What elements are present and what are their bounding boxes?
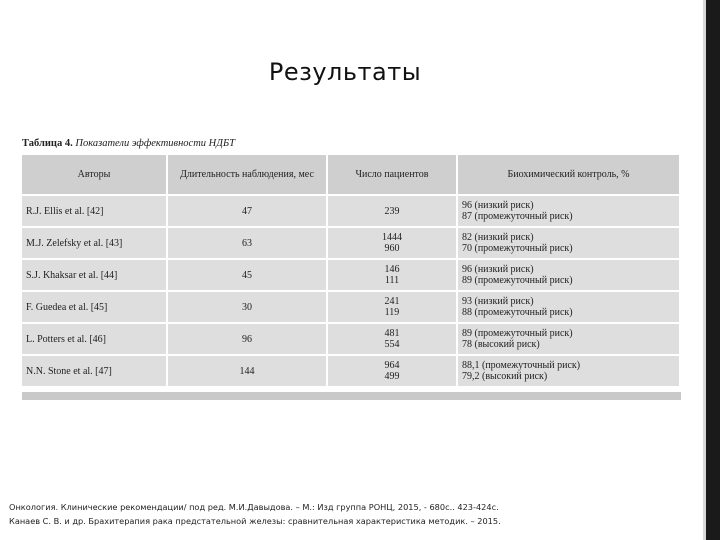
patients-value: 499: [384, 371, 400, 382]
cell-biochemical-control: [458, 356, 679, 386]
table-bottom-bar: [22, 392, 681, 400]
references: [9, 500, 501, 528]
control-value: 88,1 (промежуточный риск): [462, 360, 581, 371]
control-value: 88 (промежуточный риск): [462, 307, 573, 318]
header-authors: Авторы: [22, 155, 166, 194]
control-value: 87 (промежуточный риск): [462, 211, 573, 222]
table-row: [22, 356, 679, 386]
cell-author: S.J. Khaksar et al. [44]: [22, 260, 166, 290]
cell-duration: 47: [168, 196, 326, 226]
table-body: [22, 196, 679, 386]
cell-patients: [328, 260, 456, 290]
cell-patients: [328, 196, 456, 226]
patients-value: 111: [384, 275, 400, 286]
patients-value: 1444: [382, 232, 402, 243]
cell-patients: [328, 356, 456, 386]
cell-biochemical-control: [458, 292, 679, 322]
reference-item: Онкология. Клинические рекомендации/ под ред. М.И.Давыдова. – М.: Изд группа РОНЦ, 2015, - 680с.. 423-424с.: [9, 502, 499, 512]
control-value: 78 (высокий риск): [462, 339, 540, 350]
table-row: [22, 228, 679, 258]
patients-value: 554: [384, 339, 400, 350]
control-value: 93 (низкий риск): [462, 296, 534, 307]
header-biochemical-control: Биохимический контроль, %: [458, 155, 679, 194]
patients-value: 481: [384, 328, 400, 339]
table-row: [22, 292, 679, 322]
table-header-row: [22, 155, 679, 194]
cell-biochemical-control: [458, 228, 679, 258]
table-caption-prefix: Таблица 4.: [22, 138, 73, 149]
results-table: [20, 153, 681, 388]
header-patients: Число пациентов: [328, 155, 456, 194]
header-duration: Длительность наблюдения, мес: [168, 155, 326, 194]
cell-duration: 45: [168, 260, 326, 290]
patients-value: 146: [384, 264, 400, 275]
cell-author: L. Potters et al. [46]: [22, 324, 166, 354]
control-value: 89 (промежуточный риск): [462, 328, 573, 339]
reference-item: Канаев С. В. и др. Брахитерапия рака предстательной железы: сравнительная характеристика методик. – 2015.: [9, 516, 501, 526]
table-row: [22, 324, 679, 354]
control-value: 96 (низкий риск): [462, 264, 534, 275]
table-caption: [22, 137, 681, 153]
patients-value: 241: [384, 296, 400, 307]
cell-duration: 144: [168, 356, 326, 386]
cell-duration: 30: [168, 292, 326, 322]
cell-biochemical-control: [458, 324, 679, 354]
patients-value: 960: [384, 243, 400, 254]
results-table-container: [22, 137, 681, 401]
cell-duration: 96: [168, 324, 326, 354]
cell-patients: [328, 292, 456, 322]
cell-author: M.J. Zelefsky et al. [43]: [22, 228, 166, 258]
control-value: 89 (промежуточный риск): [462, 275, 573, 286]
cell-patients: [328, 228, 456, 258]
control-value: 96 (низкий риск): [462, 200, 534, 211]
slide-edge: [706, 0, 720, 540]
table-row: [22, 196, 679, 226]
cell-author: F. Guedea et al. [45]: [22, 292, 166, 322]
cell-patients: [328, 324, 456, 354]
cell-biochemical-control: [458, 196, 679, 226]
control-value: 70 (промежуточный риск): [462, 243, 573, 254]
patients-value: 119: [384, 307, 400, 318]
cell-author: R.J. Ellis et al. [42]: [22, 196, 166, 226]
patients-value: 964: [384, 360, 400, 371]
table-row: [22, 260, 679, 290]
patients-value: 239: [384, 205, 400, 217]
control-value: 79,2 (высокий риск): [462, 371, 548, 382]
slide-title: Результаты: [268, 58, 422, 86]
table-caption-text: Показатели эффективности НДБТ: [75, 138, 235, 149]
cell-duration: 63: [168, 228, 326, 258]
cell-biochemical-control: [458, 260, 679, 290]
control-value: 82 (низкий риск): [462, 232, 534, 243]
cell-author: N.N. Stone et al. [47]: [22, 356, 166, 386]
